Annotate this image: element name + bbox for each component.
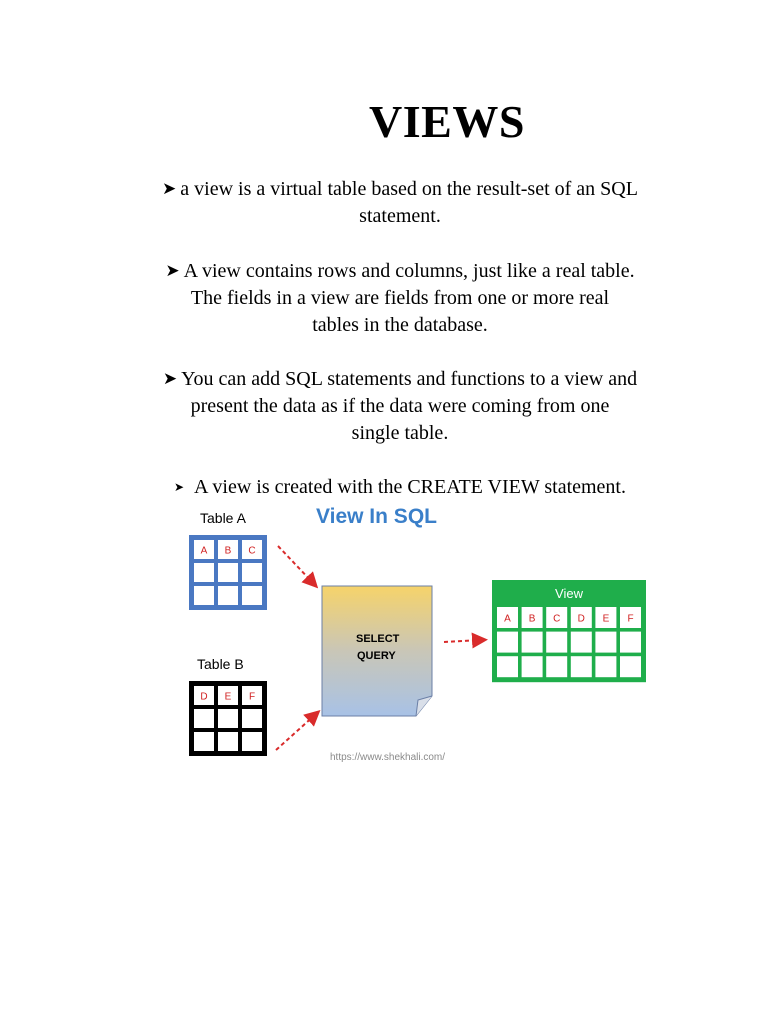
view-table bbox=[492, 580, 646, 682]
bullet-3-line-1: You can add SQL statements and functions to a view and bbox=[181, 368, 638, 390]
page-title: VIEWS bbox=[369, 96, 525, 147]
arrow-bullet-icon: ➤ bbox=[165, 261, 180, 280]
diagram-heading: View In SQL bbox=[316, 505, 437, 528]
tableA-cell bbox=[194, 563, 214, 582]
viewTable-cell bbox=[571, 632, 592, 653]
tableB-cell bbox=[242, 732, 262, 751]
tableA-cell bbox=[218, 586, 238, 605]
tableB-cell bbox=[218, 709, 238, 728]
table-b bbox=[189, 681, 267, 756]
view-in-sql-diagram bbox=[180, 500, 634, 780]
tableA-column-letter: A bbox=[200, 545, 208, 557]
viewTable-column-letter: C bbox=[553, 613, 561, 625]
viewTable-cell bbox=[522, 632, 543, 653]
viewTable-cell bbox=[522, 656, 543, 677]
tableB-column-letter: D bbox=[200, 691, 208, 703]
bullet-1 bbox=[100, 176, 700, 230]
bullet-2-line-1: A view contains rows and columns, just like a real table. bbox=[183, 260, 635, 282]
viewTable-title: View bbox=[555, 586, 583, 601]
query-line-2: QUERY bbox=[357, 650, 396, 662]
bullet-3-line-2: present the data as if the data were coming from one bbox=[190, 395, 610, 417]
table-b-label: Table B bbox=[197, 656, 244, 672]
tableB-cell bbox=[218, 732, 238, 751]
arrow-b-to-query bbox=[276, 714, 316, 750]
viewTable-cell bbox=[595, 656, 616, 677]
tableA-cell bbox=[218, 563, 238, 582]
tableA-column-letter: B bbox=[224, 545, 232, 557]
viewTable-cell bbox=[546, 632, 567, 653]
viewTable-cell bbox=[546, 656, 567, 677]
table-a-label: Table A bbox=[200, 510, 246, 526]
viewTable-cell bbox=[595, 632, 616, 653]
select-query-document bbox=[322, 586, 432, 716]
viewTable-cell bbox=[620, 632, 641, 653]
viewTable-cell bbox=[571, 656, 592, 677]
tableA-column-letter: C bbox=[248, 545, 256, 557]
arrow-bullet-icon: ➤ bbox=[162, 179, 177, 198]
tableA-cell bbox=[242, 563, 262, 582]
bullet-4-line-1: A view is created with the CREATE VIEW statement. bbox=[194, 476, 626, 498]
viewTable-cell bbox=[497, 632, 518, 653]
tableB-column-letter: E bbox=[224, 691, 232, 703]
bullet-1-line-2: statement. bbox=[359, 205, 441, 227]
viewTable-cell bbox=[497, 656, 518, 677]
arrow-bullet-icon: ➤ bbox=[162, 369, 178, 388]
query-line-1: SELECT bbox=[356, 633, 400, 645]
bullet-2-line-2: The fields in a view are fields from one or more real bbox=[190, 287, 610, 309]
bullet-2 bbox=[100, 258, 700, 339]
arrow-query-to-view bbox=[444, 640, 482, 642]
tableB-cell bbox=[242, 709, 262, 728]
viewTable-column-letter: D bbox=[577, 613, 585, 625]
tableA-cell bbox=[242, 586, 262, 605]
table-a bbox=[189, 535, 267, 610]
tableB-column-letter: F bbox=[248, 691, 256, 703]
tableB-cell bbox=[194, 732, 214, 751]
tableB-cell bbox=[194, 709, 214, 728]
bullet-3-line-3: single table. bbox=[351, 422, 449, 444]
small-arrow-bullet-icon: ➤ bbox=[173, 480, 185, 494]
viewTable-column-letter: F bbox=[627, 613, 634, 625]
viewTable-column-letter: A bbox=[504, 613, 511, 625]
arrow-a-to-query bbox=[278, 546, 314, 584]
bullet-4 bbox=[100, 474, 700, 503]
bullet-1-line-1: a view is a virtual table based on the result-set of an SQL bbox=[180, 178, 638, 200]
bullet-3 bbox=[100, 366, 700, 447]
bullet-2-line-3: tables in the database. bbox=[312, 314, 488, 336]
viewTable-cell bbox=[620, 656, 641, 677]
tableA-cell bbox=[194, 586, 214, 605]
credit-url: https://www.shekhali.com/ bbox=[330, 752, 446, 763]
viewTable-column-letter: E bbox=[602, 613, 610, 625]
viewTable-column-letter: B bbox=[528, 613, 536, 625]
